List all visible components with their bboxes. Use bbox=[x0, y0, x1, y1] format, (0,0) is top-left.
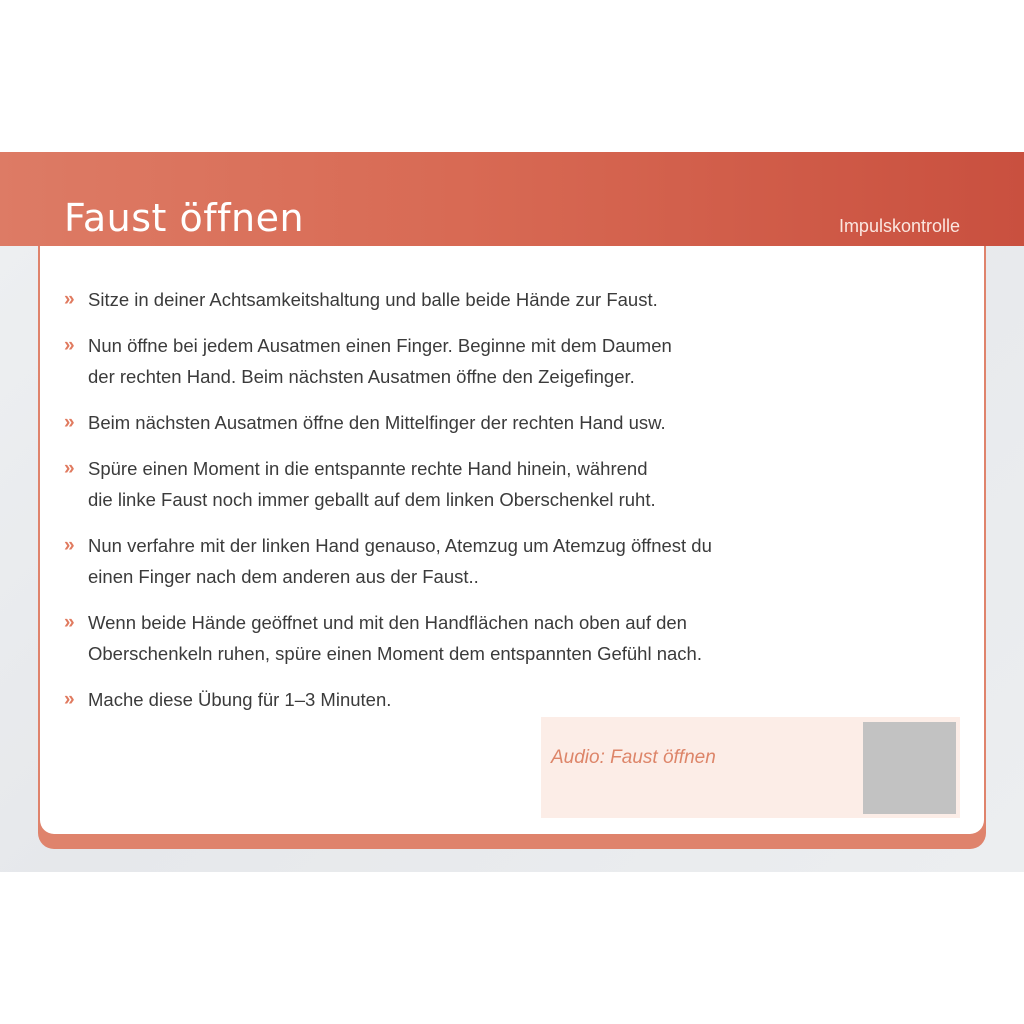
step-item bbox=[64, 330, 784, 392]
chevron-double-right-icon: » bbox=[64, 458, 75, 479]
audio-box[interactable] bbox=[541, 717, 960, 818]
step-list bbox=[64, 284, 784, 730]
chevron-double-right-icon: » bbox=[64, 535, 75, 556]
qr-code-placeholder[interactable] bbox=[863, 722, 956, 814]
step-text: Nun öffne bei jedem Ausatmen einen Finger. Beginne mit dem Daumen der rechten Hand. Beim nächsten Ausatmen öffne den Zeigefinger. bbox=[88, 335, 672, 387]
step-item bbox=[64, 453, 784, 515]
chevron-double-right-icon: » bbox=[64, 612, 75, 633]
step-item bbox=[64, 684, 784, 715]
step-item bbox=[64, 530, 784, 592]
step-text: Spüre einen Moment in die entspannte rechte Hand hinein, während die linke Faust noch immer geballt auf dem linken Oberschenkel ruht. bbox=[88, 458, 656, 510]
chevron-double-right-icon: » bbox=[64, 689, 75, 710]
page-title: Faust öffnen bbox=[64, 196, 305, 240]
category-label: Impulskontrolle bbox=[838, 216, 960, 236]
step-text: Wenn beide Hände geöffnet und mit den Handflächen nach oben auf den Oberschenkeln ruhen, spüre einen Moment dem entspannten Gefühl nach. bbox=[88, 612, 702, 664]
step-item bbox=[64, 607, 784, 669]
step-text: Nun verfahre mit der linken Hand genauso, Atemzug um Atemzug öffnest du einen Finger nach dem anderen aus der Faust.. bbox=[88, 535, 712, 587]
audio-link[interactable]: Audio: Faust öffnen bbox=[551, 747, 716, 768]
chevron-double-right-icon: » bbox=[64, 412, 75, 433]
chevron-double-right-icon: » bbox=[64, 289, 75, 310]
step-text: Sitze in deiner Achtsamkeitshaltung und balle beide Hände zur Faust. bbox=[88, 289, 658, 310]
chevron-double-right-icon: » bbox=[64, 335, 75, 356]
step-item bbox=[64, 284, 784, 315]
step-item bbox=[64, 407, 784, 438]
step-text: Beim nächsten Ausatmen öffne den Mittelfinger der rechten Hand usw. bbox=[88, 412, 666, 433]
step-text: Mache diese Übung für 1–3 Minuten. bbox=[88, 689, 392, 710]
